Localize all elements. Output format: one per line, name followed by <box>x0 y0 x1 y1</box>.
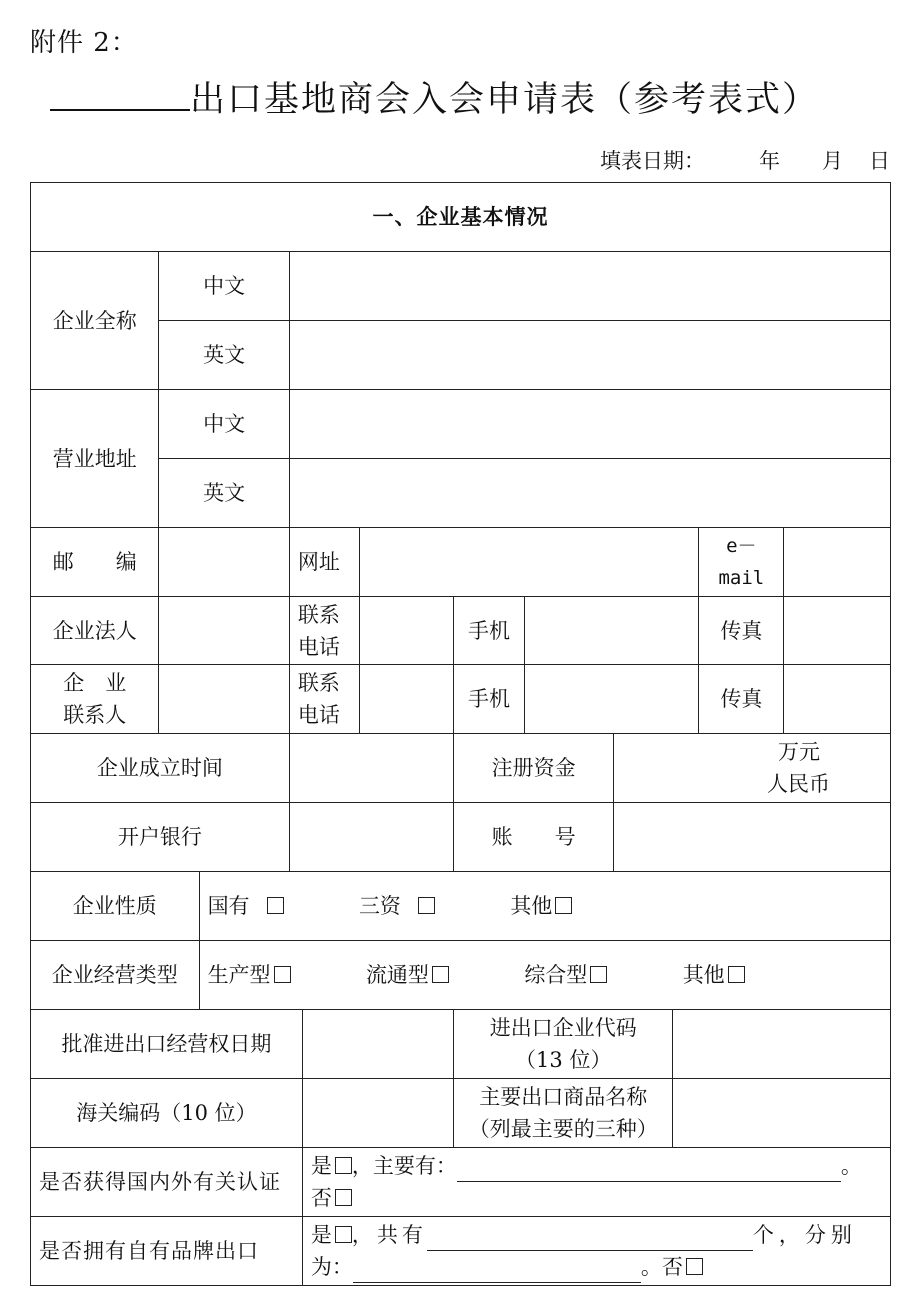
cert-no-label: 否 <box>310 1186 332 1210</box>
customs-code-label: 海关编码（10 位） <box>31 1079 303 1148</box>
brand-question: 是否拥有自有品牌出口 <box>31 1217 303 1286</box>
contact-mobile-field[interactable] <box>524 665 699 734</box>
legal-phone-field[interactable] <box>360 597 454 665</box>
approval-date-label: 批准进出口经营权日期 <box>31 1010 303 1079</box>
biz-production-checkbox[interactable] <box>274 966 291 983</box>
bank-field[interactable] <box>289 803 454 872</box>
ie-code-label: 进出口企业代码 （13 位） <box>454 1010 673 1079</box>
biz-other-checkbox[interactable] <box>728 966 745 983</box>
cert-yes-label: 是 <box>310 1154 332 1178</box>
company-name-cn-label: 中文 <box>159 252 289 321</box>
company-name-label: 企业全称 <box>31 252 159 390</box>
legal-person-label: 企业法人 <box>31 597 159 665</box>
nature-foreign-label: 三资 <box>358 894 401 918</box>
brand-count-field[interactable] <box>427 1226 753 1251</box>
nature-label: 企业性质 <box>31 872 200 941</box>
biz-circulation-checkbox[interactable] <box>432 966 449 983</box>
brand-no-label: 。否 <box>640 1255 683 1279</box>
contact-phone-field[interactable] <box>360 665 454 734</box>
capital-label: 注册资金 <box>454 734 614 803</box>
account-label: 账 号 <box>454 803 614 872</box>
nature-other-checkbox[interactable] <box>555 897 572 914</box>
contact-mobile-label: 手机 <box>454 665 524 734</box>
biz-other-label: 其他 <box>682 963 725 987</box>
bank-label: 开户银行 <box>31 803 290 872</box>
day-label: 日 <box>869 149 890 173</box>
account-field[interactable] <box>613 803 890 872</box>
ie-code-field[interactable] <box>673 1010 891 1079</box>
address-cn-label: 中文 <box>159 390 289 459</box>
biz-type-label: 企业经营类型 <box>31 941 200 1010</box>
certification-question: 是否获得国内外有关认证 <box>31 1148 303 1217</box>
email-label: e－mail <box>699 528 784 597</box>
nature-foreign-checkbox[interactable] <box>418 897 435 914</box>
established-label: 企业成立时间 <box>31 734 290 803</box>
certification-answer: 是 ，主要有： 。 否 <box>302 1148 890 1217</box>
biz-integrated-label: 综合型 <box>524 963 588 987</box>
established-field[interactable] <box>289 734 454 803</box>
customs-code-field[interactable] <box>302 1079 454 1148</box>
website-label: 网址 <box>289 528 359 597</box>
legal-fax-field[interactable] <box>784 597 891 665</box>
biz-type-options <box>199 941 890 1010</box>
brand-list-field[interactable] <box>353 1258 641 1283</box>
main-goods-field[interactable] <box>673 1079 891 1148</box>
cert-yes-checkbox[interactable] <box>335 1157 352 1174</box>
capital-unit-rmb: 人民币 <box>767 772 830 796</box>
contact-fax-field[interactable] <box>784 665 891 734</box>
address-en-label: 英文 <box>159 459 289 528</box>
biz-production-label: 生产型 <box>207 963 271 987</box>
attachment-label: 附件 2： <box>30 28 138 58</box>
capital-field[interactable] <box>613 734 890 803</box>
website-field[interactable] <box>360 528 699 597</box>
contact-phone-label: 联系 电话 <box>289 665 359 734</box>
brand-yes-checkbox[interactable] <box>335 1226 352 1243</box>
cert-no-checkbox[interactable] <box>335 1189 352 1206</box>
main-goods-label: 主要出口商品名称 （列最主要的三种） <box>454 1079 673 1148</box>
legal-fax-label: 传真 <box>699 597 784 665</box>
address-en-field[interactable] <box>289 459 890 528</box>
legal-mobile-label: 手机 <box>454 597 524 665</box>
postcode-label: 邮 编 <box>31 528 159 597</box>
cert-main-field[interactable] <box>457 1157 841 1182</box>
biz-integrated-checkbox[interactable] <box>590 966 607 983</box>
approval-date-field[interactable] <box>302 1010 454 1079</box>
fill-date-line <box>600 145 890 175</box>
contact-person-field[interactable] <box>159 665 289 734</box>
company-name-en-label: 英文 <box>159 321 289 390</box>
nature-other-label: 其他 <box>510 894 553 918</box>
company-name-cn-field[interactable] <box>289 252 890 321</box>
postcode-field[interactable] <box>159 528 289 597</box>
chamber-name-blank[interactable] <box>50 75 190 111</box>
application-form-table <box>30 182 891 1286</box>
company-name-en-field[interactable] <box>289 321 890 390</box>
email-field[interactable] <box>784 528 891 597</box>
date-label: 填表日期： <box>600 149 705 173</box>
month-label: 月 <box>822 149 843 173</box>
page-title <box>50 72 819 122</box>
brand-yes-label: 是 <box>310 1223 332 1247</box>
capital-unit-wan: 万元 <box>778 740 820 764</box>
legal-mobile-field[interactable] <box>524 597 699 665</box>
legal-phone-label: 联系 电话 <box>289 597 359 665</box>
title-text: 出口基地商会入会申请表（参考表式） <box>190 80 820 120</box>
section-title: 一、企业基本情况 <box>31 183 891 252</box>
brand-answer: 是 ，共有 个，分别 为： 。否 <box>302 1217 890 1286</box>
address-label: 营业地址 <box>31 390 159 528</box>
legal-person-field[interactable] <box>159 597 289 665</box>
contact-fax-label: 传真 <box>699 665 784 734</box>
nature-state-owned-label: 国有 <box>207 894 250 918</box>
year-label: 年 <box>759 149 780 173</box>
nature-options <box>199 872 890 941</box>
brand-no-checkbox[interactable] <box>686 1258 703 1275</box>
biz-circulation-label: 流通型 <box>365 963 429 987</box>
nature-state-owned-checkbox[interactable] <box>267 897 284 914</box>
address-cn-field[interactable] <box>289 390 890 459</box>
contact-person-label: 企 业 联系人 <box>31 665 159 734</box>
